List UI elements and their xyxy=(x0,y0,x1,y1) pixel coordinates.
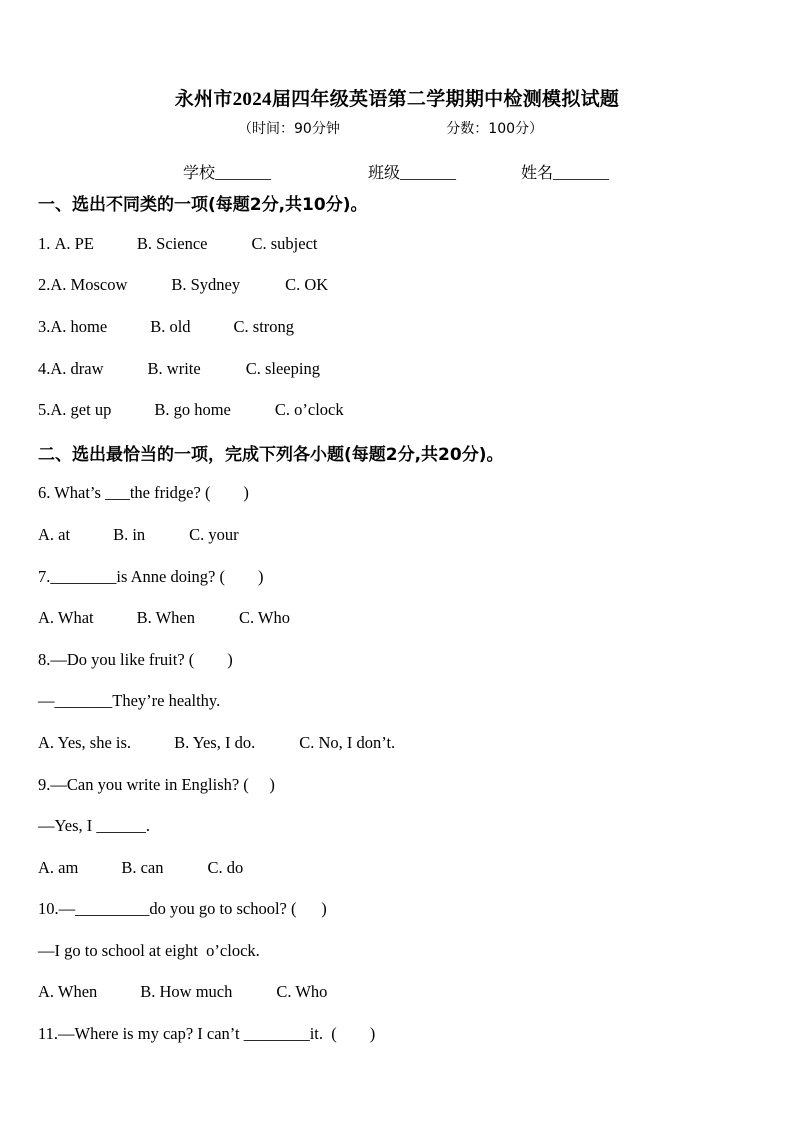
option-c: C. Who xyxy=(238,608,290,627)
question-9-options xyxy=(38,858,243,878)
option-c: C. Who xyxy=(276,982,328,1001)
option-b: B. can xyxy=(121,858,164,877)
exam-title: 永州市2024届四年级英语第二学期期中检测模拟试题 xyxy=(174,89,620,110)
question-number: 3. xyxy=(38,317,51,336)
class-field[interactable]: 班级_______ xyxy=(368,165,457,182)
option-b: B. go home xyxy=(154,400,231,419)
option-a: A. Yes, she is. xyxy=(38,733,132,752)
option-a: A. home xyxy=(50,317,108,336)
question-9: 9.—Can you write in English? ( ) xyxy=(38,775,275,794)
total-score: 分数：100分） xyxy=(446,121,544,137)
question-number: 4. xyxy=(38,359,51,378)
option-c: C. do xyxy=(207,858,244,877)
option-a: A. PE xyxy=(54,234,94,253)
question-6: 6. What’s ___the fridge? ( ) xyxy=(38,483,249,502)
question-3 xyxy=(38,317,294,337)
question-number: 5. xyxy=(38,400,51,419)
option-a: A. Moscow xyxy=(50,275,128,294)
question-number: 2. xyxy=(38,275,51,294)
option-a: A. What xyxy=(38,608,94,627)
question-7: 7.________is Anne doing? ( ) xyxy=(38,567,264,586)
question-4 xyxy=(38,359,320,379)
question-10-response: —I go to school at eight o’clock. xyxy=(38,941,260,960)
question-8: 8.—Do you like fruit? ( ) xyxy=(38,650,233,669)
option-c: C. sleeping xyxy=(245,359,320,378)
question-5 xyxy=(38,400,344,420)
option-c: C. strong xyxy=(233,317,295,336)
school-field[interactable]: 学校_______ xyxy=(183,165,272,182)
question-8-options xyxy=(38,733,395,753)
name-field[interactable]: 姓名_______ xyxy=(521,165,610,182)
option-c: C. OK xyxy=(285,275,329,294)
section-2-heading: 二、选出最恰当的一项，完成下列各小题(每题2分,共20分)。 xyxy=(38,445,504,465)
option-c: C. subject xyxy=(251,234,318,253)
question-1 xyxy=(38,234,317,254)
option-b: B. Sydney xyxy=(171,275,241,294)
question-7-options xyxy=(38,608,290,628)
option-b: B. in xyxy=(113,525,146,544)
question-9-response: —Yes, I ______. xyxy=(38,816,151,835)
option-b: B. old xyxy=(150,317,191,336)
time-limit: （时间：90分钟 xyxy=(238,121,340,137)
option-a: A. am xyxy=(38,858,79,877)
option-c: C. your xyxy=(189,525,239,544)
student-info xyxy=(183,160,609,183)
question-8-response: —_______They’re healthy. xyxy=(38,691,221,710)
option-a: A. at xyxy=(38,525,71,544)
option-a: A. draw xyxy=(50,359,104,378)
option-a: A. When xyxy=(38,982,98,1001)
option-b: B. write xyxy=(147,359,201,378)
question-2 xyxy=(38,275,328,295)
question-11: 11.—Where is my cap? I can’t ________it. ( ) xyxy=(38,1024,376,1043)
option-c: C. o’clock xyxy=(274,400,344,419)
question-number: 1. xyxy=(38,234,55,253)
option-b: B. How much xyxy=(140,982,233,1001)
question-10-options xyxy=(38,982,327,1002)
option-b: B. When xyxy=(136,608,195,627)
question-10: 10.—_________do you go to school? ( ) xyxy=(38,899,327,918)
section-1-heading: 一、选出不同类的一项(每题2分,共10分)。 xyxy=(38,195,368,215)
exam-meta xyxy=(238,118,543,138)
option-a: A. get up xyxy=(50,400,112,419)
option-c: C. No, I don’t. xyxy=(299,733,396,752)
question-6-options xyxy=(38,525,239,545)
option-b: B. Yes, I do. xyxy=(174,733,256,752)
option-b: B. Science xyxy=(136,234,208,253)
